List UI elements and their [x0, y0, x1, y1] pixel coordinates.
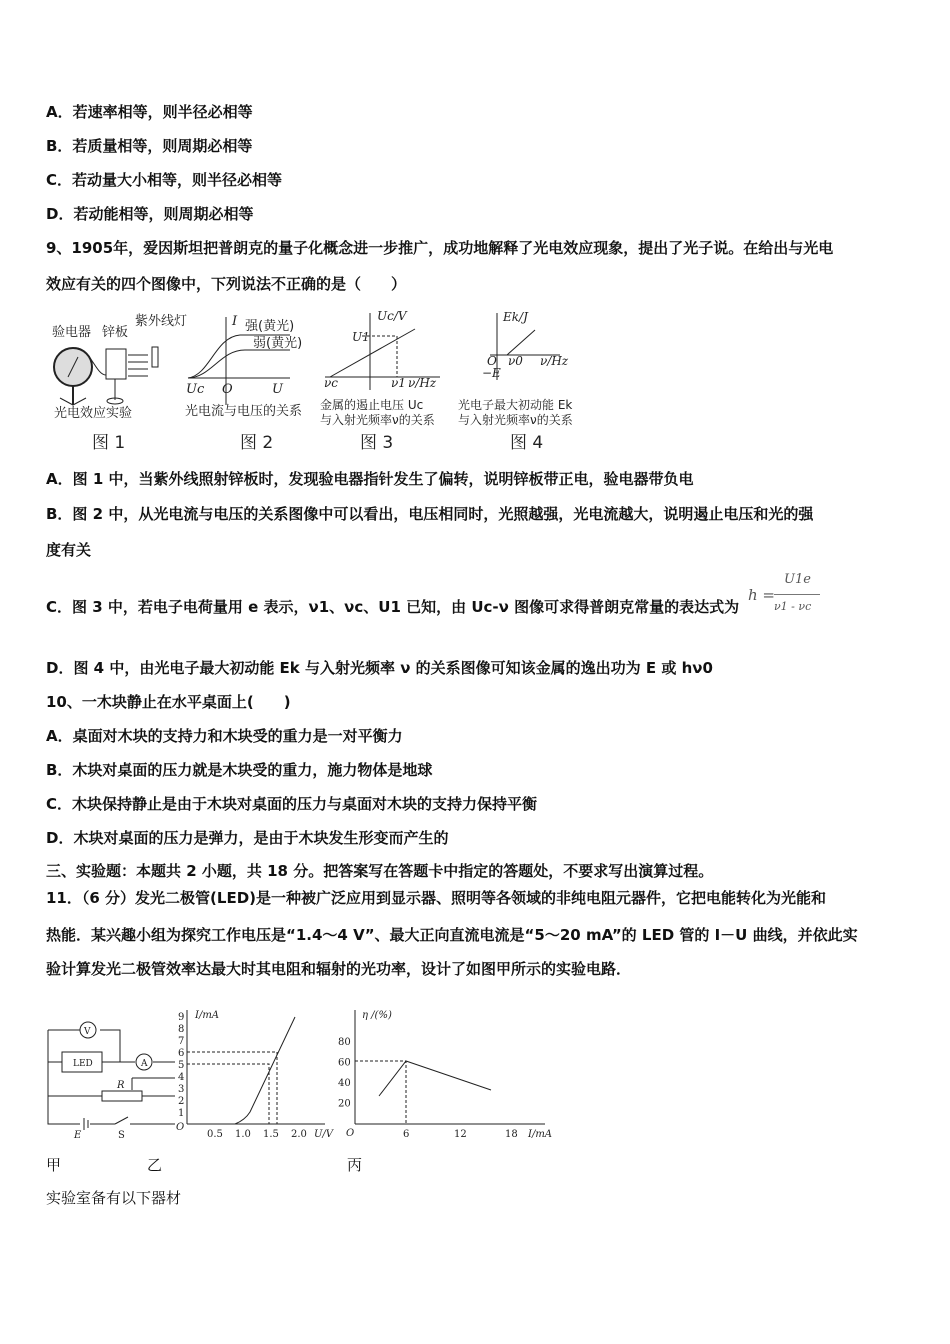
- svg-text:I/mA: I/mA: [195, 1010, 220, 1021]
- circuit-diagram: [48, 1022, 175, 1130]
- svg-text:S: S: [118, 1130, 125, 1141]
- q8-option-d: D．若动能相等，则周期必相等: [46, 205, 254, 223]
- iu-x-tick: 1.5: [263, 1129, 279, 1140]
- svg-text:图 4: 图 4: [510, 433, 544, 453]
- svg-text:O: O: [176, 1122, 185, 1133]
- iu-y-tick: 9: [178, 1012, 185, 1023]
- q8-option-c: C．若动量大小相等，则半径必相等: [46, 171, 283, 189]
- q9-option-d: D．图 4 中，由光电子最大初动能 Ek 与入射光频率 ν 的关系图像可知该金属的逸出功为 E 或 hν0: [46, 659, 713, 677]
- svg-text:I/mA: I/mA: [528, 1129, 553, 1140]
- label-yi: 乙: [147, 1156, 163, 1174]
- label-jia: 甲: [46, 1156, 62, 1174]
- figure-2: [185, 314, 302, 453]
- q11-tail: 实验室备有以下器材: [46, 1189, 182, 1207]
- eta-x-tick: 6: [403, 1129, 410, 1140]
- label-bing: 丙: [347, 1156, 363, 1174]
- iu-y-tick: 7: [178, 1036, 185, 1047]
- q11-stem-1: 11．（6 分）发光二极管(LED)是一种被广泛应用到显示器、照明等各领域的非纯电阻元器件，它把电能转化为光能和: [46, 889, 827, 907]
- q8-option-a: A．若速率相等，则半径必相等: [46, 103, 253, 121]
- svg-text:U1: U1: [352, 330, 370, 344]
- svg-text:V: V: [84, 1027, 91, 1037]
- svg-text:图 1: 图 1: [92, 433, 126, 453]
- q9-stem-cont: 效应有关的四个图像中，下列说法不正确的是（ ）: [46, 275, 407, 293]
- q10-option-b: B．木块对桌面的压力就是木块受的重力，施力物体是地球: [46, 761, 433, 779]
- q10-option-c: C．木块保持静止是由于木块对桌面的压力与桌面对木块的支持力保持平衡: [46, 795, 538, 813]
- q9-figures: [40, 305, 600, 455]
- efficiency-graph: [338, 1010, 552, 1140]
- svg-text:紫外线灯: 紫外线灯: [135, 314, 188, 329]
- iu-x-tick: 1.0: [235, 1129, 251, 1140]
- svg-text:ν0: ν0: [508, 354, 523, 368]
- svg-text:U/V: U/V: [314, 1129, 334, 1140]
- iu-graph: [176, 1010, 335, 1140]
- q9-option-b-cont: 度有关: [46, 541, 92, 559]
- svg-text:强(黄光): 强(黄光): [245, 319, 295, 334]
- q9-stem: 9、1905年，爱因斯坦把普朗克的量子化概念进一步推广，成功地解释了光电效应现象，提出了光子说。在给出与光电: [46, 239, 834, 257]
- svg-text:U: U: [272, 382, 283, 397]
- svg-text:νc: νc: [324, 376, 339, 390]
- iu-y-tick: 4: [178, 1072, 185, 1083]
- svg-text:光电子最大初动能 Ek: 光电子最大初动能 Ek: [458, 398, 573, 412]
- iu-y-tick: 5: [178, 1060, 185, 1071]
- iu-y-tick: 6: [178, 1048, 185, 1059]
- svg-text:金属的遏止电压 Uc: 金属的遏止电压 Uc: [320, 398, 424, 412]
- q9-option-b: B．图 2 中，从光电流与电压的关系图像中可以看出，电压相同时，光照越强，光电流越大，说明遏止电压和光的强: [46, 505, 814, 523]
- q11-figures: [40, 1010, 560, 1145]
- iu-y-tick: 1: [178, 1108, 185, 1119]
- svg-text:Ek/J: Ek/J: [503, 310, 528, 324]
- iu-x-tick: 2.0: [291, 1129, 307, 1140]
- figure-3: [320, 309, 440, 453]
- iu-y-tick: 3: [178, 1084, 185, 1095]
- q9-option-a: A．图 1 中，当紫外线照射锌板时，发现验电器指针发生了偏转，说明锌板带正电，验电器带负电: [46, 470, 694, 488]
- svg-text:ν/Hz: ν/Hz: [540, 354, 569, 368]
- svg-text:I: I: [232, 314, 238, 329]
- q10-stem: 10、一木块静止在水平桌面上( ): [46, 693, 291, 711]
- svg-text:Uc: Uc: [186, 382, 205, 397]
- q11-stem-3: 验计算发光二极管效率达最大时其电阻和辐射的光功率，设计了如图甲所示的实验电路．: [46, 960, 632, 978]
- section-3-heading: 三、实验题：本题共 2 小题，共 18 分。把答案写在答题卡中指定的答题处，不要求写出演算过程。: [46, 862, 714, 880]
- svg-text:Uc/V: Uc/V: [377, 309, 407, 323]
- exam-page: A．若速率相等，则半径必相等 B．若质量相等，则周期必相等 C．若动量大小相等，则半径必相等 D．若动能相等，则周期必相等 9、1905年，爱因斯坦把普朗克的量子化概念进一步推广，成功地解释了光电效应现象，提出了光子说。在给出与光电 效应有关的四个图像中，下列说法不正确的是（ ） 验电器 锌板 紫外线灯 光电效应实验 图 1 I 强(黄光) 弱(黄光) Uc O U 光电流与电压的关系 图 2 Uc/V U1 νc ν1 ν/Hz 金属的遏止电压 Uc 与入射光频率ν的关系 图 3 Ek/J O ν0 ν/Hz −E 光电子最大初动能 Ek 与入射光频率ν的关系 图 4 A．图 1 中，当紫外线照射锌板时，发现验电器指针发生了偏转，说明锌板带正电，验电器带负电 B．图 2 中，从光电流与电压的关系图像中可以看出，电压相同时，光照越强，光电流越大，说明遏止电压和光的强 度有关 C．图 3 中，若电子电荷量用 e 表示，ν1、νc、U1 已知，由 Uc-ν 图像可求得普朗克常量的表达式为 h = U1e ν1 - νc D．图 4 中，由光电子最大初动能 Ek 与入射光频率 ν 的关系图像可知该金属的逸出功为 E 或 hν0 10、一木块静止在水平桌面上( ) A．桌面对木块的支持力和木块受的重力是一对平衡力 B．木块对桌面的压力就是木块受的重力，施力物体是地球 C．木块保持静止是由于木块对桌面的压力与桌面对木块的支持力保持平衡 D．木块对桌面的压力是弹力，是由于木块发生形变而产生的 三、实验题：本题共 2 小题，共 18 分。把答案写在答题卡中指定的答题处，不要求写出演算过程。 11．（6 分）发光二极管(LED)是一种被广泛应用到显示器、照明等各领域的非纯电阻元器件，它把电能转化为光能和 热能．某兴趣小组为探究工作电压是“1.4～4 V”、最大正向直流电流是“5～20 mA”的 LED 管的 I－U 曲线，并依此实 验计算发光二极管效率达最大时其电阻和辐射的光功率，设计了如图甲所示的实验电路． V LED A R E S I/mA O 1 2 3 4 5 6 7 8 9 0.5 1.0 1.5 2.0 U/V η /(%) O 20 40 60 80 6 12 18 I/mA 甲 乙 丙 实验室备有以下器材: [0, 0, 950, 1344]
- svg-text:光电效应实验: 光电效应实验: [54, 406, 133, 421]
- eta-x-tick: 18: [505, 1129, 518, 1140]
- svg-text:LED: LED: [73, 1059, 93, 1069]
- svg-text:与入射光频率ν的关系: 与入射光频率ν的关系: [458, 413, 573, 427]
- eta-y-tick: 80: [338, 1037, 351, 1048]
- q10-option-d: D．木块对桌面的压力是弹力，是由于木块发生形变而产生的: [46, 829, 449, 847]
- svg-text:锌板: 锌板: [102, 325, 129, 340]
- q11-stem-2: 热能．某兴趣小组为探究工作电压是“1.4～4 V”、最大正向直流电流是“5～20 mA”的 LED 管的 I－U 曲线，并依此实: [46, 926, 858, 944]
- iu-y-tick: 8: [178, 1024, 185, 1035]
- svg-text:O: O: [222, 382, 233, 397]
- q10-option-a: A．桌面对木块的支持力和木块受的重力是一对平衡力: [46, 727, 403, 745]
- svg-text:A: A: [141, 1059, 148, 1069]
- svg-text:O: O: [346, 1128, 355, 1139]
- eta-y-tick: 40: [338, 1078, 351, 1089]
- svg-text:R: R: [117, 1080, 125, 1091]
- svg-text:图 2: 图 2: [240, 433, 274, 453]
- q8-option-b: B．若质量相等，则周期必相等: [46, 137, 253, 155]
- eta-x-tick: 12: [454, 1129, 467, 1140]
- svg-text:O: O: [487, 354, 497, 368]
- svg-text:弱(黄光): 弱(黄光): [253, 336, 303, 351]
- iu-y-tick: 2: [178, 1096, 185, 1107]
- figure-4: [458, 310, 573, 453]
- svg-text:ν/Hz: ν/Hz: [408, 376, 437, 390]
- svg-text:ν1: ν1: [391, 376, 406, 390]
- svg-text:−E: −E: [482, 366, 501, 380]
- svg-text:验电器: 验电器: [52, 325, 92, 340]
- eta-y-tick: 60: [338, 1057, 351, 1069]
- figure-1: [52, 313, 187, 453]
- svg-text:与入射光频率ν的关系: 与入射光频率ν的关系: [320, 413, 435, 427]
- q9-option-c: C．图 3 中，若电子电荷量用 e 表示，ν1、νc、U1 已知，由 Uc-ν 图像可求得普朗克常量的表达式为: [46, 598, 740, 616]
- iu-x-tick: 0.5: [207, 1129, 223, 1140]
- svg-text:光电流与电压的关系: 光电流与电压的关系: [185, 404, 303, 419]
- svg-text:图 3: 图 3: [360, 433, 394, 453]
- svg-text:E: E: [74, 1130, 82, 1141]
- eta-y-tick: 20: [338, 1098, 351, 1110]
- svg-text:η /(%): η /(%): [362, 1010, 392, 1021]
